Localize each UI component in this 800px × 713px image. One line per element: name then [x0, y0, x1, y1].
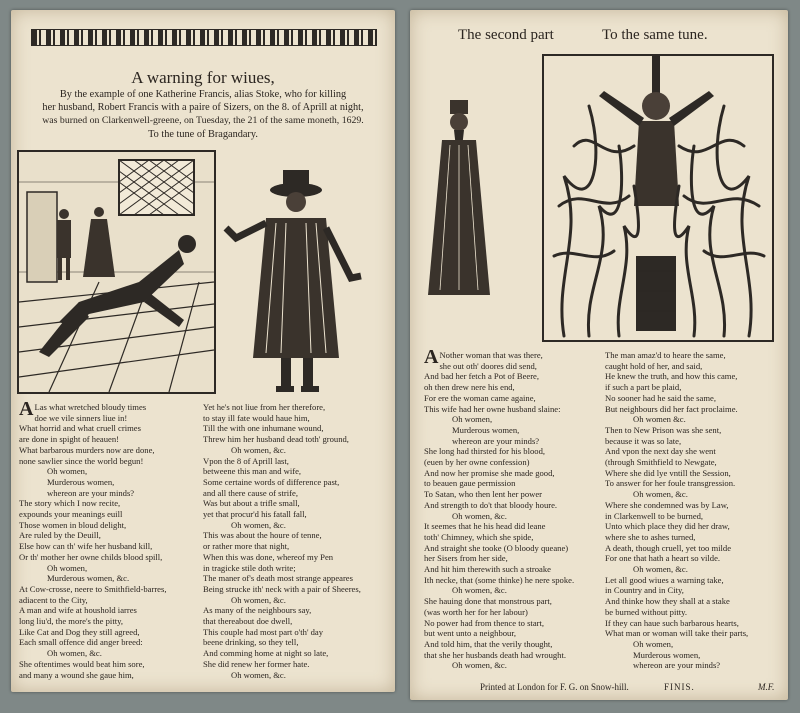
verse-line: Those women in bloud delight, — [19, 519, 127, 530]
verse-line: He knew the truth, and how this came, — [605, 371, 738, 382]
verse-line: This was about the houre of tenne, — [203, 530, 322, 541]
drop-cap-letter: A — [19, 398, 34, 420]
left-verse-column-2 — [203, 402, 361, 680]
verse-line: Murderous women, — [633, 649, 701, 660]
verse-line: Unto which place they did her draw, — [605, 521, 730, 532]
verse-line: Oh women, &c. — [47, 648, 102, 659]
verse-line: and many a wound she gaue him, — [19, 669, 134, 680]
verse-line: that thereabout doe dwell, — [203, 616, 293, 627]
verse-line-text: Nother woman that was there, — [439, 350, 543, 360]
verse-line: At Cow-crosse, neere to Smithfield-barres, — [19, 583, 167, 594]
right-verse-column-2 — [605, 350, 748, 671]
verse-line: And vpon the next day she went — [605, 446, 716, 457]
left-verse-column-1 — [19, 398, 167, 680]
verse-line: to beauen gaue permission — [424, 478, 516, 489]
verse-line: to stay ill fate would haue him, — [203, 412, 310, 423]
verse-line: If they can haue such barbarous hearts, — [605, 617, 739, 628]
verse-line: Murderous women, — [47, 476, 115, 487]
verse-line: doe we vile sinners liue in! — [34, 412, 128, 423]
verse-line: And strength to do't that bloody houre. — [424, 499, 558, 510]
woodcut-robed-figure — [420, 100, 500, 300]
tune-heading: To the same tune. — [602, 27, 708, 43]
verse-line: The story which I now recite, — [19, 498, 121, 509]
verse-line: where she to ashes turned, — [605, 531, 696, 542]
verse-line: When this was done, whereof my Pen — [203, 551, 334, 562]
verse-line: but went unto a neighbour, — [424, 628, 517, 639]
verse-line: (euen by her owne confession) — [424, 457, 530, 468]
robed-figure-illustration — [420, 100, 500, 300]
verse-line: Let all good wiues a warning take, — [605, 574, 724, 585]
verse-line: (through Smithfield to Newgate, — [605, 457, 717, 468]
verse-line: She long had thirsted for his blood, — [424, 446, 546, 457]
drop-cap-letter: A — [424, 346, 439, 368]
murder-scene-illustration — [19, 152, 214, 392]
verse-line: Oh women, &c. — [633, 564, 688, 575]
verse-line: Like Cat and Dog they still agreed, — [19, 626, 140, 637]
decorative-header-border — [31, 29, 377, 46]
verse-line: To answer for her foule transgression. — [605, 478, 736, 489]
verse-line: As many of the neighbours say, — [203, 605, 312, 616]
verse-line: Or th' mother her owne childs blood spill, — [19, 551, 163, 562]
verse-line: whereon are your minds? — [47, 487, 135, 498]
verse-line: Threw him her husband dead toth' ground, — [203, 434, 349, 445]
woodcut-standing-man — [221, 168, 371, 396]
verse-line: Being strucke ith' neck with a pair of Sheeres, — [203, 583, 361, 594]
verse-line: Oh women, &c. — [452, 510, 507, 521]
verse-line: betweene this man and wife, — [203, 466, 302, 477]
verse-line: Oh women, &c. — [231, 594, 286, 605]
verse-line: are done in spight of heauen! — [19, 434, 119, 445]
verse-line: Then to New Prison was she sent, — [605, 424, 722, 435]
verse-line: Where she condemned was by Law, — [605, 499, 729, 510]
verse-line: none sawlier since the world begun! — [19, 455, 144, 466]
verse-line: in tragicke stile doth write; — [203, 562, 296, 573]
verse-line: Oh women, — [47, 466, 88, 477]
verse-line: Yet he's not liue from her therefore, — [203, 402, 326, 412]
verse-line: Oh women, &c. — [633, 489, 688, 500]
verse-line: beene drinking, so they tell, — [203, 637, 299, 648]
verse-line: She did renew her former hate. — [203, 658, 310, 669]
verse-line: expounds your meanings euill — [19, 509, 123, 520]
verse-line: This couple had most part o'th' day — [203, 626, 324, 637]
verse-line: What man or woman will take their parts, — [605, 628, 749, 639]
verse-line: And bad her fetch a Pot of Beere, — [424, 371, 540, 382]
verse-line: What barbarous murders now are done, — [19, 444, 155, 455]
verse-line: Oh women, — [633, 638, 674, 649]
verse-line: Oh women, &c. — [452, 660, 507, 671]
verse-line: The man amaz'd to heare the same, — [605, 350, 726, 360]
subtitle-line-2: her husband, Robert Francis with a paire of Sizers, on the 8. of Aprill at night, — [42, 102, 364, 113]
verse-line: (was worth her for her labour) — [424, 606, 528, 617]
right-broadside-sheet — [410, 10, 788, 700]
verse-line: whereon are your minds? — [452, 435, 540, 446]
verse-line: she out oth' doores did send, — [439, 360, 537, 371]
verse-line: Oh women, — [452, 414, 493, 425]
verse-line: if such a part be plaid, — [605, 382, 682, 393]
verse-line: adiacent to the City, — [19, 594, 88, 605]
verse-line: Murderous women, — [452, 424, 520, 435]
printer-imprint: Printed at London for F. G. on Snow-hill. — [480, 682, 629, 692]
second-part-heading: The second part — [458, 27, 554, 43]
verse-line: What horrid and what cruell crimes — [19, 423, 141, 434]
verse-line: Are ruled by the Deuill, — [19, 530, 101, 541]
verse-line: because it was so late, — [605, 435, 682, 446]
verse-line: that she her husbands death had wrought. — [424, 649, 567, 660]
verse-line: A death, though cruell, yet too milde — [605, 542, 732, 553]
verse-line: Each small offence did anger breed: — [19, 637, 143, 648]
verse-line: Was but about a trifle small, — [203, 498, 300, 509]
verse-line: And straight she tooke (O bloody queane) — [424, 542, 569, 553]
verse-line: her Sisers from her side, — [424, 553, 508, 564]
verse-line: It seemes that he his head did leane — [424, 521, 546, 532]
verse-line: A man and wife at houshold iarres — [19, 605, 137, 616]
verse-line: Oh women &c. — [633, 414, 686, 425]
verse-line: No sooner had he said the same, — [605, 392, 716, 403]
verse-line: whereon are your minds? — [633, 660, 721, 671]
standing-man-illustration — [221, 168, 371, 396]
verse-line: Till the with one inhumane wound, — [203, 423, 324, 434]
subtitle-line-1: By the example of one Katherine Francis, alias Stoke, who for killing — [59, 89, 347, 100]
verse-line: in Country and in City, — [605, 585, 684, 596]
woodcut-burning-at-stake — [542, 54, 774, 342]
verse-line: And now her promise she made good, — [424, 467, 555, 478]
verse-line: Else how can th' wife her husband kill, — [19, 541, 153, 552]
verse-line: Oh women, &c. — [231, 519, 286, 530]
verse-line: Vpon the 8 of Aprill last, — [203, 455, 289, 466]
verse-line: or rather more that night, — [203, 541, 290, 552]
verse-line: Murderous women, &c. — [47, 573, 130, 584]
verse-line: Oh women, &c. — [231, 669, 286, 680]
verse-line: in Clarkenwell to be burned, — [605, 510, 704, 521]
subtitle-line-3: was burned on Clarkenwell-greene, on Tuesday, the 21 of the same moneth, 1629. — [42, 115, 364, 126]
verse-line: Some certaine words of difference past, — [203, 476, 340, 487]
right-verse-column-1 — [424, 346, 575, 671]
verse-line: For ere the woman came againe, — [424, 392, 536, 403]
verse-line: toth' Chimney, which she spide, — [424, 531, 534, 542]
verse-line: She hauing done that monstrous part, — [424, 596, 552, 607]
verse-line: And told him, that the verily thought, — [424, 638, 553, 649]
finis-mark: FINIS. — [664, 682, 695, 692]
verse-line: long liu'd, the more's the pitty, — [19, 616, 123, 627]
verse-line: To Satan, who then lent her power — [424, 489, 543, 500]
verse-line: Ith necke, that (some thinke) he nere spoke. — [424, 574, 575, 585]
tune-line: To the tune of Bragandary. — [148, 129, 258, 140]
verse-line: Oh women, — [47, 562, 88, 573]
verse-line: and all there cause of strife, — [203, 487, 298, 498]
verse-line: For one that hath a heart so vilde. — [605, 553, 721, 564]
left-broadside-sheet — [11, 10, 395, 692]
ballad-title: A warning for wiues, — [131, 68, 275, 87]
verse-line: And comming home at night so late, — [203, 648, 329, 659]
verse-line: Oh women, &c. — [231, 444, 286, 455]
verse-line: Oh women, &c. — [452, 585, 507, 596]
initials-mark: M.F. — [758, 682, 775, 692]
verse-line: caught hold of her, and said, — [605, 360, 703, 371]
verse-line: This wife had her owne husband slaine: — [424, 403, 561, 414]
verse-line-text: Las what wretched bloudy times — [34, 402, 147, 412]
verse-line: yet that procur'd his fatall fall, — [203, 509, 307, 520]
verse-line: But neighbours did her fact proclaime. — [605, 403, 738, 414]
verse-line: And thinke how they shall at a stake — [605, 596, 730, 607]
verse-line: She oftentimes would beat him sore, — [19, 658, 145, 669]
verse-line: The maner of's death most strange appeares — [203, 573, 353, 584]
woodcut-murder-scene — [17, 150, 216, 394]
verse-line: Where she did lye vntill the Session, — [605, 467, 731, 478]
burning-illustration — [544, 56, 772, 340]
verse-line: And hit him therewith such a stroake — [424, 564, 551, 575]
verse-line: be burned without pitty. — [605, 606, 688, 617]
verse-line: oh then drew nere his end, — [424, 382, 515, 393]
verse-line: No power had from thence to start, — [424, 617, 545, 628]
